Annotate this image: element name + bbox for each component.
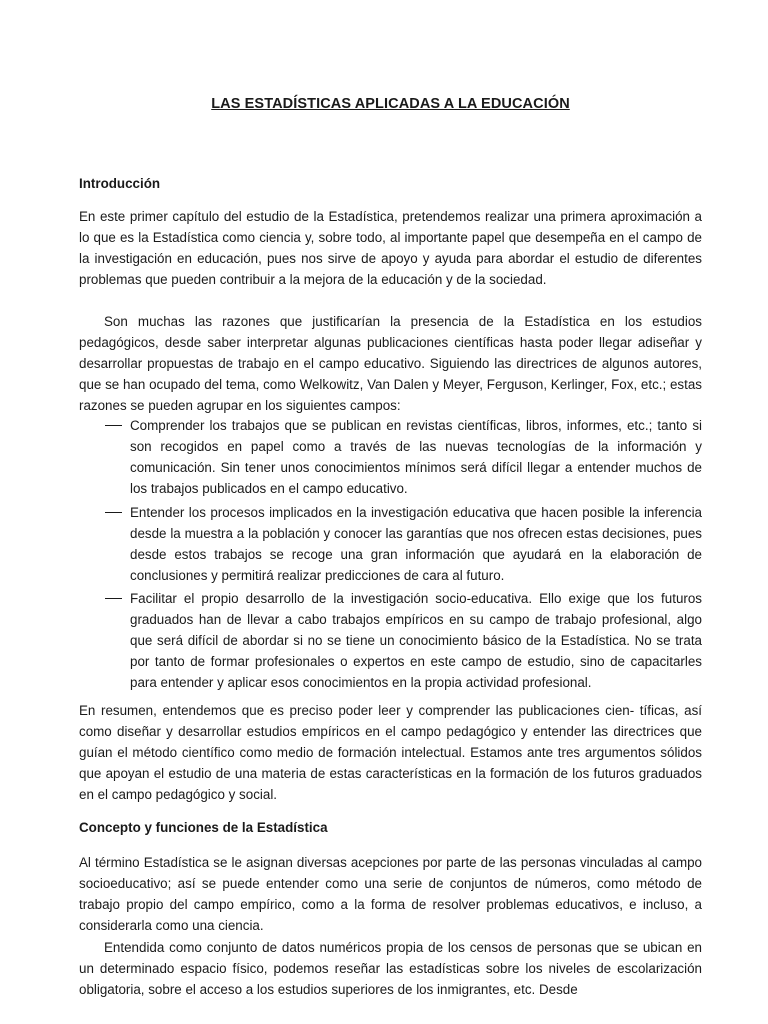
list-item-text: Comprender los trabajos que se publican en revistas científicas, libros, informes, etc.; tanto si son recogidos en papel como a través de las nuevas tecnologías de la información y comunicación. Sin tener unos conocimientos mínimos será difícil llegar a entender muchos de los trabajos publicados en el campo educativo. — [130, 418, 702, 496]
dash-bullet-icon — [105, 598, 122, 599]
list-item-text: Entender los procesos implicados en la investigación educativa que hacen posible la inferencia desde la muestra a la población y conocer las garantías que nos ofrecen estas decisiones, pues desde estos trabajos se recoge una gran información que ayudará en la elaboración de conclusiones y permitirá realizar predicciones de cara al futuro. — [130, 505, 702, 583]
dash-bullet-icon — [105, 425, 122, 426]
paragraph-concept-1: Al término Estadística se le asignan diversas acepciones por parte de las personas vinculadas al campo socioeducativo; así se puede entender como una serie de conjuntos de números, como método de trabajo propio del campo empírico, como a la forma de resolver problemas educativos, e incluso, a considerarla como una ciencia. — [79, 855, 702, 933]
document-title: LAS ESTADÍSTICAS APLICADAS A LA EDUCACIÓN — [211, 96, 570, 112]
section-heading-introduccion: Introducción — [79, 176, 161, 191]
list-item — [105, 415, 702, 499]
list-item-text: Facilitar el propio desarrollo de la investigación socio-educativa. Ello exige que los futuros graduados han de llevar a cabo trabajos empíricos en su campo de trabajo profesional, algo que será difícil de abordar si no se tiene un conocimiento básico de la Estadística. No se trata por tanto de formar profesionales o expertos en este campo de estudio, sino de capacitarles para entender y aplicar esos conocimientos en la propia actividad profesional. — [130, 591, 702, 690]
paragraph-intro-2: Son muchas las razones que justificarían la presencia de la Estadística en los estudios pedagógicos, desde saber interpretar algunas publicaciones científicas hasta poder llegar adiseñar y desarrollar propuestas de trabajo en el campo educativo. Siguiendo las directrices de algunos autores, que se han ocupado del tema, como Welkowitz, Van Dalen y Meyer, Ferguson, Kerlinger, Fox, etc.; estas razones se pueden agrupar en los siguientes campos: — [79, 314, 702, 413]
paragraph-concept-2: Entendida como conjunto de datos numéricos propia de los censos de personas que se ubican en un determinado espacio físico, podemos reseñar las estadísticas sobre los niveles de escolarización obligatoria, sobre el acceso a los estudios superiores de los inmigrantes, etc. Desde — [79, 940, 702, 997]
list-item — [105, 502, 702, 586]
list-item — [105, 588, 702, 693]
paragraph-summary: En resumen, entendemos que es preciso poder leer y comprender las publicaciones cien- tíficas, así como diseñar y desarrollar estudios empíricos en el campo pedagógico y entender las directrices que guían el método científico como medio de formación intelectual. Estamos ante tres argumentos sólidos que apoyan el estudio de una materia de estas características en la formación de los futuros graduados en el campo pedagógico y social. — [79, 703, 702, 802]
section-heading-concepto: Concepto y funciones de la Estadística — [79, 820, 328, 835]
paragraph-intro-1: En este primer capítulo del estudio de la Estadística, pretendemos realizar una primera aproximación a lo que es la Estadística como ciencia y, sobre todo, al importante papel que desempeña en el campo de la investigación en educación, pues nos sirve de apoyo y ayuda para abordar el estudio de diferentes problemas que pueden contribuir a la mejora de la educación y de la sociedad. — [79, 209, 702, 287]
dash-bullet-icon — [105, 512, 122, 513]
